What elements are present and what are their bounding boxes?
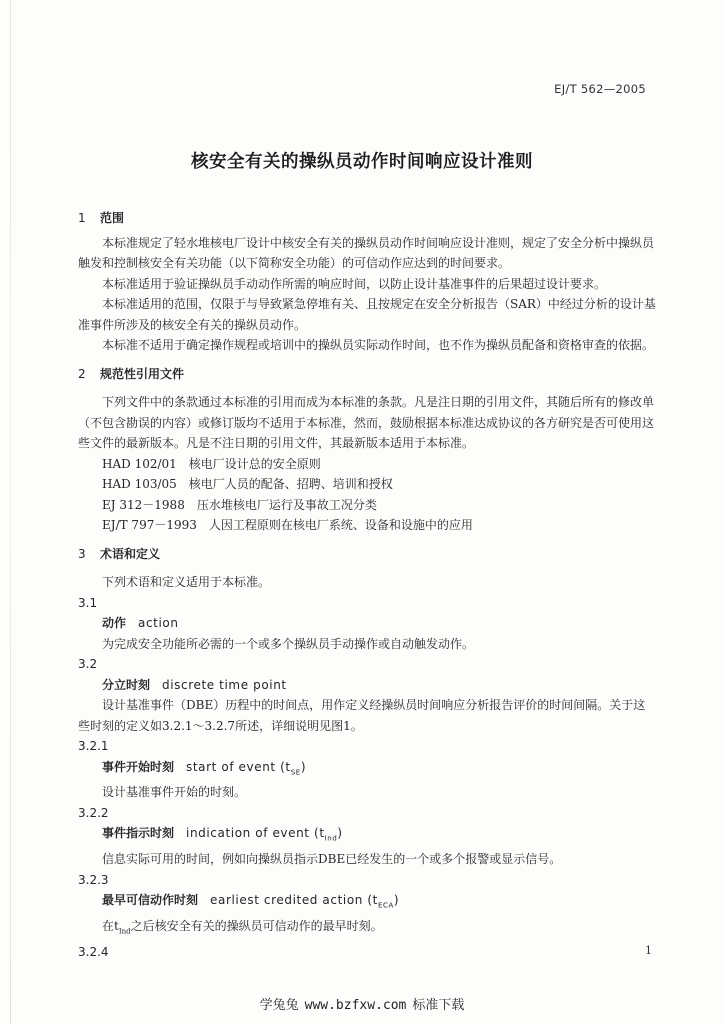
term xyxy=(78,757,656,783)
definition xyxy=(78,916,656,942)
clause-number: 3.2 xyxy=(78,657,98,671)
term xyxy=(78,890,656,916)
definition-text: 在t xyxy=(102,919,119,934)
section-number: 3 xyxy=(78,546,86,561)
page-number: 1 xyxy=(645,944,652,957)
reference-title: 压水堆核电厂运行及事故工况分类 xyxy=(196,497,377,512)
section-1-heading xyxy=(78,208,656,229)
term-en xyxy=(186,826,343,843)
reference-code: EJ/T 797－1993 xyxy=(102,518,197,532)
clause-number: 3.2.2 xyxy=(78,805,109,820)
term-en-text: start of event (t xyxy=(186,759,291,774)
paragraph: 下列术语和定义适用于本标准。 xyxy=(102,575,271,589)
section-3-heading xyxy=(78,544,656,565)
reference-item xyxy=(78,474,656,495)
paragraph: 本标准不适用于确定操作规程或培训中的操纵员实际动作时间，也不作为操纵员配备和资格审查的依据。 xyxy=(102,338,655,352)
clause-number: 3.2.4 xyxy=(78,945,109,960)
term-en xyxy=(186,760,306,774)
term-en: action xyxy=(138,616,179,630)
paragraph: 本标准适用的范围，仅限于与导致紧急停堆有关、且按规定在安全分析报告（SAR）中经过分析的设计基准事件所涉及的核安全有关的操纵员动作。 xyxy=(78,297,656,332)
reference-code: HAD 103/05 xyxy=(102,477,177,491)
reference-title: 人因工程原则在核电厂系统、设备和设施中的应用 xyxy=(208,518,473,532)
reference-item xyxy=(78,495,656,516)
paragraph: 本标准适用于验证操纵员手动动作所需的响应时间，以防止设计基准事件的后果超过设计要求。 xyxy=(102,276,607,291)
term-cn: 动作 xyxy=(102,616,127,630)
term-subscript: SE xyxy=(290,767,301,776)
definition: 信息实际可用的时间，例如向操纵员指示DBE已经发生的一个或多个报警或显示信号。 xyxy=(102,852,562,867)
term xyxy=(78,823,656,849)
clause-number: 3.2.1 xyxy=(78,739,109,753)
term-en xyxy=(210,893,400,910)
term-en-close: ) xyxy=(300,759,307,774)
paragraph: 本标准规定了轻水堆核电厂设计中核安全有关的操纵员动作时间响应设计准则，规定了安全分析中操纵员触发和控制核安全有关功能（以下简称安全功能）的可信动作应达到的时间要求。 xyxy=(78,235,655,270)
term-en-close: ) xyxy=(393,893,400,908)
footer-watermark xyxy=(0,994,724,1013)
term-subscript: ECA xyxy=(377,901,394,910)
document-title: 核安全有关的操纵员动作时间响应设计准则 xyxy=(191,152,533,172)
paragraph: 下列文件中的条款通过本标准的引用而成为本标准的条款。凡是注日期的引用文件，其随后所有的修改单（不包含勘误的内容）或修订版均不适用于本标准，然而，鼓励根据本标准达成协议的各方研究是否可使用这些文件的最新版本。凡是不注日期的引用文件，其最新版本适用于本标准。 xyxy=(78,395,655,450)
term xyxy=(78,675,656,696)
footer-url[interactable]: www.bzfxw.com xyxy=(304,998,407,1013)
definition-subscript: Ind xyxy=(118,927,131,936)
term-en-text: earliest credited action (t xyxy=(210,893,378,908)
term-en: discrete time point xyxy=(162,677,287,692)
term-en-text: indication of event (t xyxy=(186,826,325,841)
reference-title: 核电厂设计总的安全原则 xyxy=(188,456,321,471)
clause-number: 3.1 xyxy=(78,595,98,610)
footer-slogan: 标准下载 xyxy=(412,998,465,1013)
footer-site-name: 学兔兔 xyxy=(259,998,299,1013)
section-title: 范围 xyxy=(100,211,125,225)
section-title: 术语和定义 xyxy=(100,546,161,561)
reference-code: EJ 312－1988 xyxy=(102,497,185,512)
reference-code: HAD 102/01 xyxy=(102,456,177,471)
standard-code: EJ/T 562—2005 xyxy=(554,82,646,96)
reference-item xyxy=(78,454,656,475)
term-subscript: Ind xyxy=(324,834,338,843)
definition: 设计基准事件（DBE）历程中的时间点，用作定义经操纵员时间响应分析报告评价的时间间隔。关于这些时刻的定义如3.2.1～3.2.7所述，详细说明见图1。 xyxy=(78,698,646,733)
term xyxy=(78,613,656,634)
clause-number: 3.2.3 xyxy=(78,872,109,887)
document-body xyxy=(78,208,656,963)
term-en-close: ) xyxy=(337,826,343,841)
section-number: 1 xyxy=(78,211,86,225)
definition-text: 之后核安全有关的操纵员可信动作的最早时刻。 xyxy=(130,919,383,934)
term-cn: 分立时刻 xyxy=(102,677,151,692)
term-cn: 最早可信动作时刻 xyxy=(102,893,199,908)
term-cn: 事件指示时刻 xyxy=(102,826,175,841)
definition: 设计基准事件开始的时刻。 xyxy=(102,785,247,800)
reference-title: 核电厂人员的配备、招聘、培训和授权 xyxy=(188,477,393,491)
definition: 为完成安全功能所必需的一个或多个操纵员手动操作或自动触发动作。 xyxy=(102,636,475,651)
section-2-heading xyxy=(78,364,656,385)
term-cn: 事件开始时刻 xyxy=(102,759,175,774)
section-number: 2 xyxy=(78,366,86,381)
reference-item xyxy=(78,515,656,536)
section-title: 规范性引用文件 xyxy=(100,366,185,381)
